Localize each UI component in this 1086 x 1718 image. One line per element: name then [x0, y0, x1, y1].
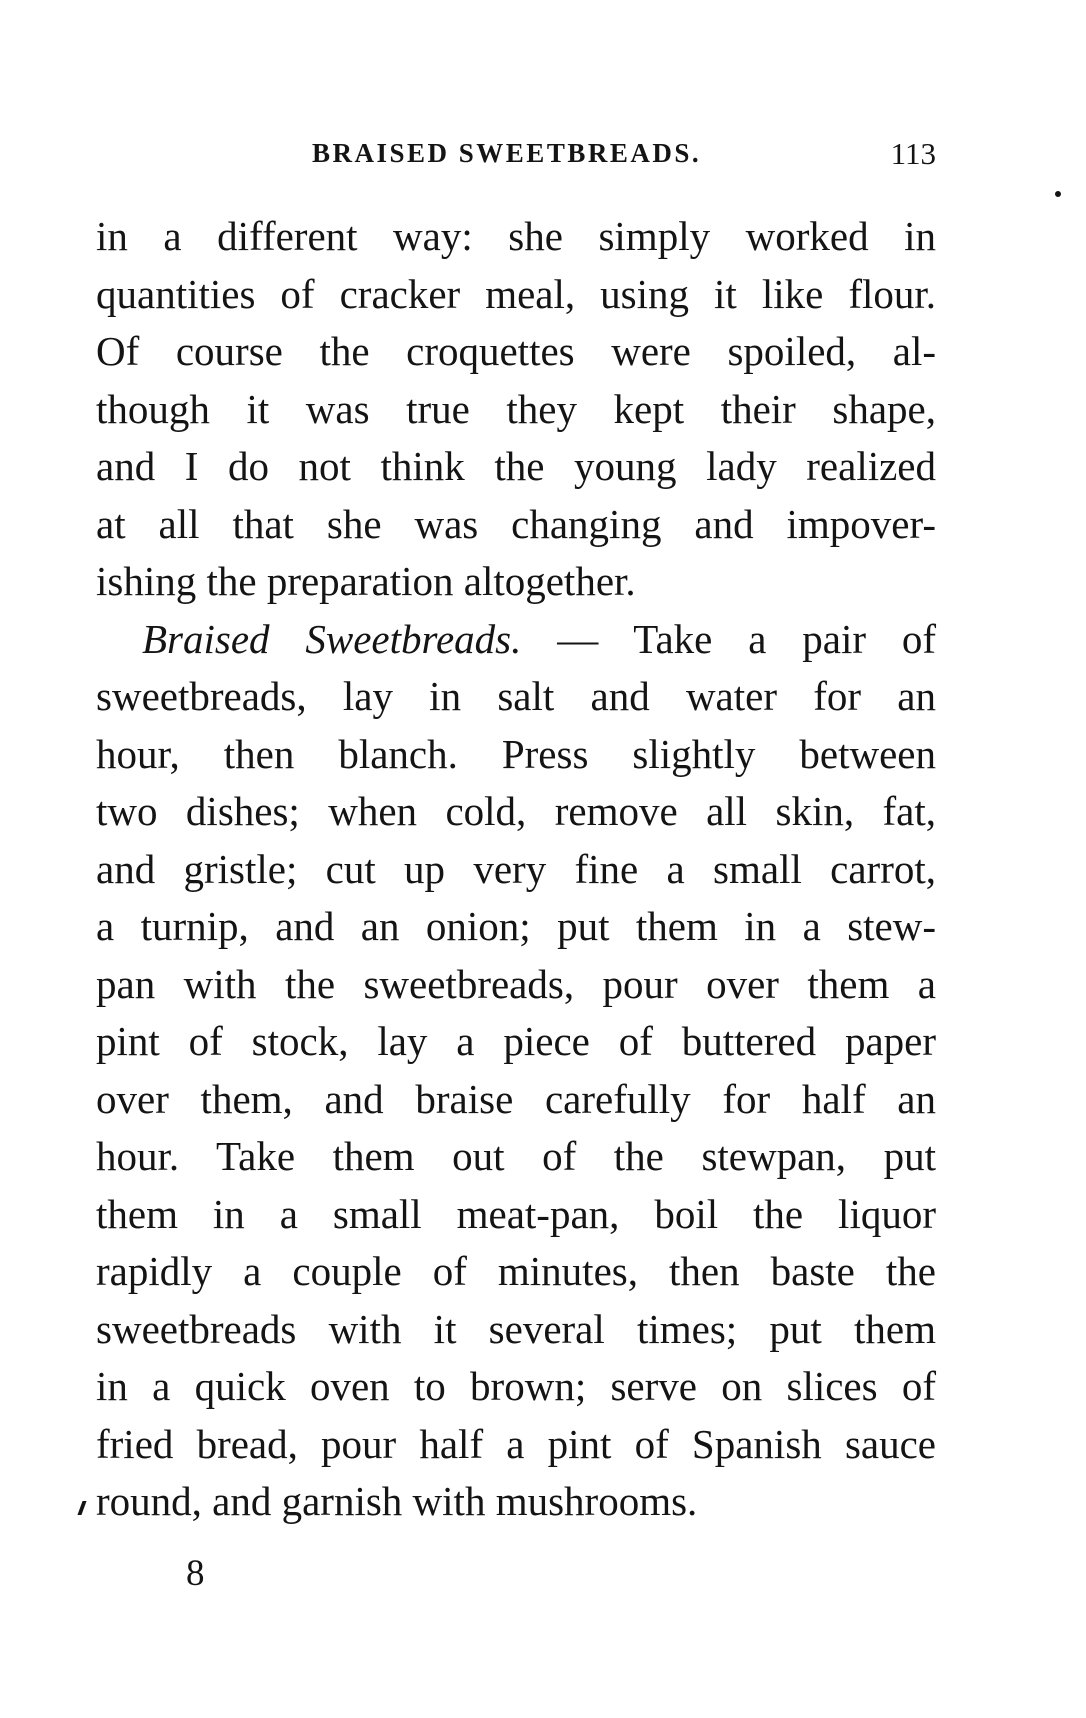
recipe-first-line: [96, 611, 936, 669]
text-line: and I do not think the young lady realized: [96, 443, 936, 489]
text-line: rapidly a couple of minutes, then baste the: [96, 1248, 936, 1294]
text-line: ishing the preparation altogether.: [96, 558, 636, 604]
page-number: 113: [890, 136, 936, 171]
text-line: and gristle; cut up very fine a small carrot,: [96, 845, 936, 892]
text-line: though it was true they kept their shape,: [96, 385, 936, 432]
recipe-paragraph: [96, 611, 936, 1531]
text-line: at all that she was changing and impover-: [96, 500, 936, 547]
running-head: [96, 138, 936, 178]
text-line: quantities of cracker meal, using it like flour.: [96, 270, 936, 317]
text-line: hour. Take them out of the stewpan, put: [96, 1133, 936, 1179]
text-line: a turnip, and an onion; put them in a stew-: [96, 903, 936, 949]
stray-ink-dot: [1055, 191, 1061, 197]
signature-mark: 8: [186, 1553, 205, 1594]
running-title: BRAISED SWEETBREADS.: [312, 138, 702, 168]
body-text: [96, 208, 936, 1531]
text-line: pan with the sweetbreads, pour over them a: [96, 960, 936, 1007]
text-line: pint of stock, lay a piece of buttered paper: [96, 1018, 936, 1064]
text-line: round, and garnish with mushrooms.: [96, 1478, 698, 1524]
text-line: two dishes; when cold, remove all skin, fat,: [96, 788, 936, 834]
text-line: fried bread, pour half a pint of Spanish sauce: [96, 1420, 936, 1467]
text-line: sweetbreads with it several times; put them: [96, 1305, 936, 1352]
text-line: hour, then blanch. Press slightly between: [96, 730, 936, 777]
text-line: in a different way: she simply worked in: [96, 213, 936, 259]
paragraph-continued: [96, 208, 936, 611]
text-line: sweetbreads, lay in salt and water for an: [96, 673, 936, 719]
text-line: over them, and braise carefully for half an: [96, 1075, 936, 1122]
text-line: them in a small meat-pan, boil the liquor: [96, 1190, 936, 1237]
text-line: Of course the croquettes were spoiled, al-: [96, 328, 936, 374]
recipe-intro: — Take a pair of: [557, 615, 936, 662]
stray-ink-mark: [77, 1501, 86, 1515]
recipe-heading: Braised Sweetbreads.: [142, 615, 522, 662]
text-line: in a quick oven to brown; serve on slices of: [96, 1363, 936, 1409]
